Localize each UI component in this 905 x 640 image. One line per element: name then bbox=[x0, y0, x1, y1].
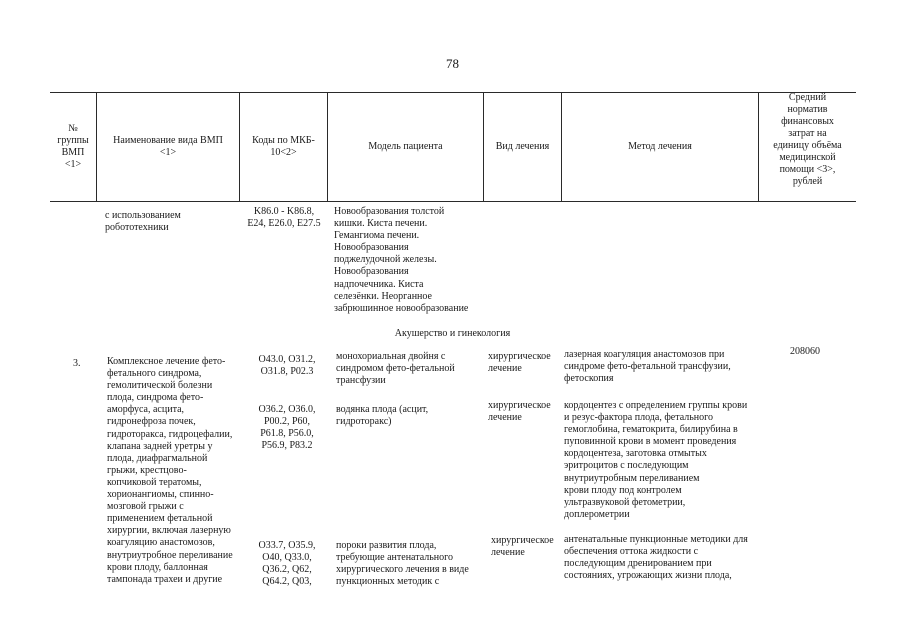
group-average-cost: 208060 bbox=[790, 346, 820, 357]
header-icd-codes: Коды по МКБ- 10<2> bbox=[252, 135, 315, 158]
header-treatment-type: Вид лечения bbox=[495, 141, 550, 152]
group-vmp-name: Комплексное лечение фето- фетального синдрома, гемолитической болезни плода, синдрома фето- аморфуса, асцита, гидронефроза почек, гидроторакса, гидроцефалии, клапана задней уретры у плода, диафрагмальной грыжи, крестцово- копчиковой тератомы, хорионангиомы, спинно- мозговой грыжи с применением фетальной хирургии, включая лазерную коагуляцию анастомозов, внутриутробное переливание крови плоду, баллонная тампонада трахеи и другие bbox=[107, 356, 233, 585]
row-icd-codes: O36.2, O36.0, P00.2, P60, P61.8, P56.0, P56.9, P83.2 bbox=[258, 404, 316, 452]
header-treatment-method: Метод лечения bbox=[628, 141, 692, 152]
row-icd-codes: O33.7, O35.9, O40, Q33.0, Q36.2, Q62, Q64.2, Q03, bbox=[258, 540, 316, 588]
row-treatment-method: лазерная коагуляция анастомозов при синдроме фето-фетальной трансфузии, фетоскопия bbox=[564, 349, 731, 385]
row-treatment-type: хирургическое лечение bbox=[488, 400, 551, 424]
header-patient-model: Модель пациента bbox=[368, 141, 443, 152]
row-patient-model: пороки развития плода, требующие антенатального хирургического лечения в виде пункционных методик с bbox=[336, 540, 469, 588]
row-treatment-type: хирургическое лечение bbox=[491, 535, 554, 559]
row-patient-model: монохориальная двойня с синдромом фето-фетальной трансфузии bbox=[336, 351, 455, 387]
group-number: 3. bbox=[73, 358, 81, 369]
page-number: 78 bbox=[446, 56, 459, 71]
header-group-number: № группы ВМП <1> bbox=[57, 123, 89, 170]
header-bottom-border bbox=[50, 201, 856, 202]
row-treatment-type: хирургическое лечение bbox=[488, 351, 551, 375]
row-treatment-method: кордоцентез с определением группы крови и резус-фактора плода, фетального гемоглобина, гематокрита, билирубина в пуповинной крови в момент проведения кордоцентеза, заготовка отмытых эритроцитов с последующим внутриутробным переливанием крови плоду под контролем ультразвуковой фетометрии, доплерометрии bbox=[564, 400, 748, 520]
cont-patient-model: Новообразования толстой кишки. Киста печени. Гемангиома печени. Новообразования поджелудочной железы. Новообразования надпочечника. Киста селезёнки. Неорганное забрюшинное новообразование bbox=[334, 206, 469, 314]
row-treatment-method: антенатальные пункционные методики для обеспечения оттока жидкости с последующим дренированием при состояниях, угрожающих жизни плода, bbox=[564, 534, 748, 582]
cont-icd-codes: K86.0 - K86.8, E24, E26.0, E27.5 bbox=[247, 206, 321, 230]
header-vmp-name: Наименование вида ВМП <1> bbox=[113, 135, 223, 158]
section-title: Акушерство и гинекология bbox=[394, 328, 511, 339]
row-icd-codes: O43.0, O31.2, O31.8, P02.3 bbox=[258, 354, 316, 378]
row-patient-model: водянка плода (асцит, гидроторакс) bbox=[336, 404, 429, 428]
header-average-cost: Средний норматив финансовых затрат на единицу объёма медицинской помощи <3>, рублей bbox=[773, 92, 842, 187]
cont-vmp-name: с использованием робототехники bbox=[105, 210, 181, 234]
